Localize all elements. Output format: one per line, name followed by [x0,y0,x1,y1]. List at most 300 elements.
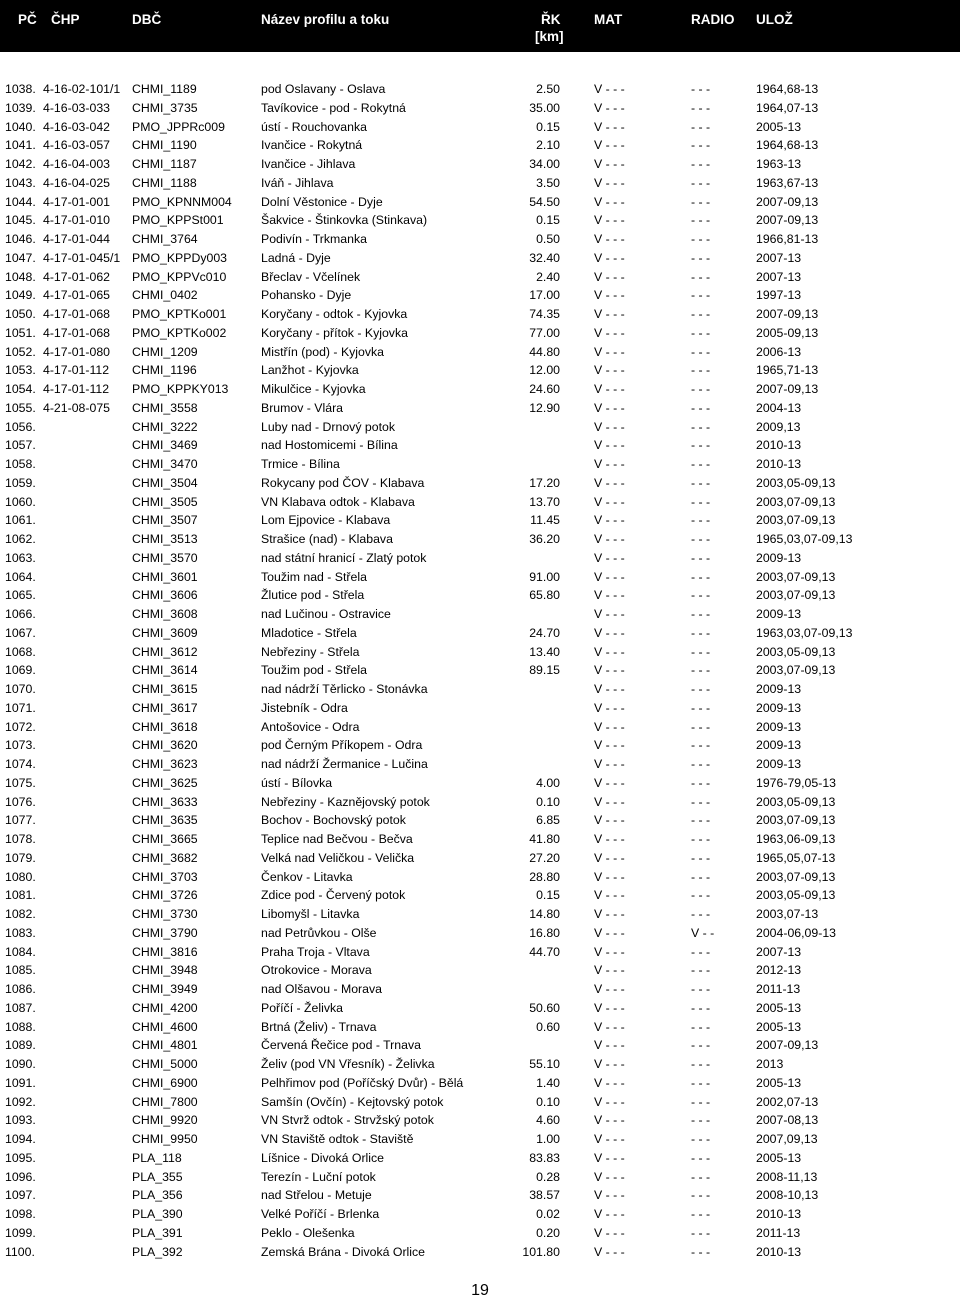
table-row [0,418,960,437]
cell-chp: 4-17-01-112 [43,363,110,378]
cell-mat: V - - - [594,119,625,134]
cell-nazev: nad Střelou - Metuje [261,1188,372,1203]
cell-rk: 41.80 [529,832,560,846]
cell-pc: 1081. [5,888,36,903]
cell-rk: 14.80 [529,907,560,921]
cell-rk: 74.35 [529,307,560,321]
cell-dbc: CHMI_3606 [132,588,198,603]
cell-nazev: ústí - Bílovka [261,775,333,790]
cell-pc: 1047. [5,250,36,265]
cell-mat: V - - - [594,944,625,959]
table-row [0,868,960,887]
cell-mat: V - - - [594,1057,625,1071]
cell-mat: V - - - [594,138,625,153]
cell-uloz: 1965,05,07-13 [756,850,836,865]
cell-mat: V - - - [594,1075,625,1090]
cell-dbc: CHMI_3948 [132,963,198,978]
cell-mat: V - - - [594,1169,625,1184]
cell-radio: - - - [691,963,711,978]
cell-nazev: Lom Ejpovice - Klabava [261,513,391,528]
cell-rk: 2.40 [536,269,560,284]
cell-pc: 1071. [5,700,36,715]
cell-uloz: 1964,68-13 [756,138,819,153]
table-row [0,943,960,962]
header-rk-unit: [km] [535,29,564,44]
cell-radio: - - - [691,982,711,996]
cell-mat: V - - - [594,1000,625,1015]
cell-radio: - - - [691,138,711,153]
cell-dbc: PMO_JPPRc009 [132,119,225,134]
table-row [0,905,960,924]
cell-dbc: CHMI_3633 [132,794,198,809]
cell-radio: - - - [691,832,711,846]
table-row [0,568,960,587]
cell-radio: - - - [691,1225,711,1240]
cell-uloz: 2005-13 [756,119,802,134]
table-body [0,80,960,1261]
cell-radio: - - - [691,1244,711,1259]
table-row [0,774,960,793]
cell-chp: 4-16-04-025 [43,175,110,190]
cell-nazev: Otrokovice - Morava [261,963,372,978]
cell-pc: 1042. [5,157,36,171]
cell-uloz: 2007-09,13 [756,382,819,396]
cell-chp: 4-21-08-075 [43,400,110,415]
cell-mat: V - - - [594,232,625,246]
table-row [0,961,960,980]
cell-nazev: Ivančice - Jihlava [261,157,356,171]
cell-pc: 1074. [5,757,36,771]
table-row [0,136,960,155]
cell-nazev: Nebřeziny - Střela [261,644,360,659]
table-row [0,305,960,324]
cell-mat: V - - - [594,250,625,265]
cell-radio: - - - [691,119,711,134]
cell-dbc: PLA_118 [132,1150,182,1165]
cell-nazev: pod Černým Příkopem - Odra [261,738,423,753]
cell-uloz: 1964,68-13 [756,82,819,96]
cell-nazev: Nebřeziny - Kaznějovský potok [261,794,430,809]
cell-radio: - - - [691,325,711,340]
cell-nazev: Želiv (pod VN Vřesník) - Želivka [261,1057,435,1071]
cell-pc: 1096. [5,1169,36,1184]
header-mat: MAT [594,12,623,27]
cell-mat: V - - - [594,532,625,546]
cell-mat: V - - - [594,475,625,490]
cell-nazev: Ladná - Dyje [261,250,331,265]
table-row [0,886,960,905]
cell-dbc: CHMI_3620 [132,738,198,753]
cell-dbc: CHMI_3682 [132,850,198,865]
table-row [0,1111,960,1130]
cell-radio: - - - [691,588,711,603]
cell-radio: - - - [691,475,711,490]
cell-chp: 4-17-01-112 [43,382,110,396]
cell-pc: 1076. [5,794,36,809]
cell-nazev: Toužim pod - Střela [261,663,367,678]
cell-uloz: 1964,07-13 [756,100,819,115]
cell-rk: 44.70 [529,944,560,959]
cell-dbc: PLA_355 [132,1169,183,1184]
cell-radio: - - - [691,157,711,171]
cell-uloz: 2003,07-09,13 [756,813,836,828]
cell-nazev: nad Olšavou - Morava [261,982,382,996]
cell-uloz: 2007-13 [756,944,802,959]
cell-uloz: 2009-13 [756,607,802,621]
cell-rk: 6.85 [536,813,560,828]
cell-nazev: Trmice - Bílina [261,457,340,471]
cell-radio: - - - [691,457,711,471]
cell-radio: - - - [691,757,711,771]
cell-uloz: 2004-06,09-13 [756,925,836,940]
cell-radio: - - - [691,569,711,584]
cell-dbc: PMO_KPPSt001 [132,213,224,228]
cell-nazev: Mladotice - Střela [261,625,357,640]
cell-dbc: CHMI_3735 [132,100,198,115]
table-row [0,736,960,755]
cell-uloz: 2007-09,13 [756,194,819,209]
cell-radio: - - - [691,1188,711,1203]
cell-mat: V - - - [594,1113,625,1128]
cell-rk: 0.15 [536,213,560,228]
cell-rk: 0.28 [536,1169,560,1184]
cell-dbc: CHMI_3570 [132,550,198,565]
cell-mat: V - - - [594,738,625,753]
cell-uloz: 2007-13 [756,269,802,284]
cell-nazev: Koryčany - odtok - Kyjovka [261,307,408,321]
cell-mat: V - - - [594,550,625,565]
cell-mat: V - - - [594,363,625,378]
cell-pc: 1045. [5,213,36,228]
cell-dbc: CHMI_3726 [132,888,198,903]
cell-mat: V - - - [594,963,625,978]
cell-pc: 1050. [5,307,36,321]
table-row [0,643,960,662]
cell-uloz: 2003,05-09,13 [756,644,836,659]
cell-dbc: CHMI_3730 [132,907,198,921]
cell-rk: 17.20 [529,475,560,490]
cell-dbc: CHMI_3764 [132,232,198,246]
cell-nazev: Libomyšl - Litavka [261,907,360,921]
cell-uloz: 2003,07-09,13 [756,663,836,678]
cell-pc: 1065. [5,588,36,603]
cell-mat: V - - - [594,888,625,903]
cell-pc: 1070. [5,682,36,696]
header-pc: PČ [18,12,37,27]
cell-pc: 1093. [5,1113,36,1128]
cell-uloz: 2005-13 [756,1000,802,1015]
header-nazev: Název profilu a toku [261,12,390,27]
cell-pc: 1044. [5,194,36,209]
cell-uloz: 1963,03,07-09,13 [756,625,853,640]
cell-pc: 1062. [5,532,36,546]
table-row [0,380,960,399]
table-row [0,924,960,943]
cell-dbc: CHMI_4600 [132,1019,198,1034]
table-row [0,1168,960,1187]
cell-uloz: 2005-09,13 [756,325,819,340]
cell-dbc: PMO_KPNNM004 [132,194,232,209]
cell-pc: 1052. [5,344,36,359]
cell-dbc: CHMI_7800 [132,1094,198,1109]
cell-pc: 1066. [5,607,36,621]
cell-dbc: PLA_390 [132,1207,183,1221]
cell-radio: - - - [691,1075,711,1090]
cell-chp: 4-17-01-062 [43,269,110,284]
table-row [0,1130,960,1149]
cell-uloz: 2003,07-09,13 [756,513,836,528]
cell-radio: - - - [691,288,711,303]
header-radio: RADIO [691,12,735,27]
cell-mat: V - - - [594,869,625,884]
cell-dbc: CHMI_1189 [132,82,197,96]
cell-pc: 1082. [5,907,36,921]
cell-radio: - - - [691,175,711,190]
cell-radio: - - - [691,1057,711,1071]
cell-rk: 0.60 [536,1019,560,1034]
cell-mat: V - - - [594,607,625,621]
cell-mat: V - - - [594,457,625,471]
cell-nazev: Dolní Věstonice - Dyje [261,194,383,209]
cell-pc: 1051. [5,325,36,340]
cell-mat: V - - - [594,213,625,228]
table-row [0,549,960,568]
cell-pc: 1054. [5,382,36,396]
cell-dbc: CHMI_3617 [132,700,198,715]
cell-uloz: 2008-10,13 [756,1188,819,1203]
cell-mat: V - - - [594,832,625,846]
table-row [0,474,960,493]
table-row [0,586,960,605]
table-row [0,1224,960,1243]
cell-nazev: ústí - Rouchovanka [261,119,367,134]
cell-radio: - - - [691,532,711,546]
table-row [0,999,960,1018]
table-row [0,249,960,268]
cell-dbc: CHMI_3601 [132,569,198,584]
cell-uloz: 2009-13 [756,550,802,565]
cell-uloz: 2005-13 [756,1150,802,1165]
cell-uloz: 2005-13 [756,1075,802,1090]
cell-pc: 1067. [5,625,36,640]
cell-radio: - - - [691,1000,711,1015]
cell-uloz: 1963,06-09,13 [756,832,836,846]
cell-uloz: 2012-13 [756,963,802,978]
cell-nazev: Čenkov - Litavka [261,869,353,884]
cell-rk: 101.80 [522,1244,560,1259]
cell-mat: V - - - [594,438,625,453]
cell-rk: 11.45 [530,513,560,528]
cell-rk: 12.00 [529,363,560,378]
cell-mat: V - - - [594,925,625,940]
table-row [0,399,960,418]
cell-uloz: 2010-13 [756,457,802,471]
cell-nazev: Rokycany pod ČOV - Klabava [261,475,425,490]
cell-chp: 4-16-04-003 [43,157,110,171]
cell-rk: 0.15 [536,888,560,903]
cell-uloz: 2009,13 [756,419,801,434]
table-row [0,605,960,624]
cell-rk: 36.20 [529,532,560,546]
cell-nazev: Červená Řečice pod - Trnava [261,1038,421,1053]
cell-uloz: 2006-13 [756,344,802,359]
cell-mat: V - - - [594,682,625,696]
table-row [0,286,960,305]
table-row [0,155,960,174]
cell-nazev: Břeclav - Včelínek [261,269,361,284]
cell-rk: 32.40 [529,250,560,265]
cell-uloz: 2003,07-09,13 [756,588,836,603]
cell-radio: - - - [691,719,711,734]
cell-chp: 4-16-02-101/1 [43,82,121,96]
table-row [0,980,960,999]
cell-dbc: PMO_KPTKo001 [132,307,227,321]
header-chp: ČHP [51,12,80,27]
cell-mat: V - - - [594,100,625,115]
cell-mat: V - - - [594,269,625,284]
cell-uloz: 2003,07-13 [756,907,819,921]
header-dbc: DBČ [132,12,162,27]
cell-dbc: CHMI_3703 [132,869,198,884]
cell-radio: - - - [691,363,711,378]
cell-radio: - - - [691,213,711,228]
cell-rk: 54.50 [529,194,560,209]
cell-pc: 1080. [5,869,36,884]
cell-mat: V - - - [594,850,625,865]
cell-rk: 0.10 [536,794,560,809]
cell-radio: - - - [691,307,711,321]
cell-uloz: 2011-13 [756,982,801,996]
cell-radio: - - - [691,682,711,696]
cell-dbc: CHMI_3635 [132,813,198,828]
cell-mat: V - - - [594,644,625,659]
cell-nazev: nad Petrůvkou - Olše [261,925,377,940]
cell-uloz: 2003,07-09,13 [756,569,836,584]
cell-pc: 1041. [5,138,36,153]
table-row [0,436,960,455]
cell-pc: 1043. [5,175,36,190]
cell-rk: 55.10 [529,1057,560,1071]
cell-nazev: Teplice nad Bečvou - Bečva [261,832,413,846]
cell-pc: 1075. [5,775,36,790]
table-row [0,230,960,249]
cell-nazev: Poříčí - Želivka [261,1000,343,1015]
cell-radio: - - - [691,400,711,415]
cell-dbc: PMO_KPPVc010 [132,269,227,284]
cell-mat: V - - - [594,82,625,96]
cell-nazev: Tavíkovice - pod - Rokytná [261,100,406,115]
cell-nazev: Jistebník - Odra [261,700,348,715]
cell-pc: 1053. [5,363,36,378]
cell-rk: 50.60 [529,1000,560,1015]
cell-nazev: Antošovice - Odra [261,719,360,734]
table-row [0,99,960,118]
table-row [0,361,960,380]
cell-rk: 44.80 [529,344,560,359]
cell-dbc: PMO_KPPKY013 [132,382,229,396]
cell-mat: V - - - [594,1150,625,1165]
cell-radio: - - - [691,232,711,246]
cell-pc: 1038. [5,82,36,96]
cell-pc: 1046. [5,232,36,246]
table-row [0,624,960,643]
cell-mat: V - - - [594,569,625,584]
cell-rk: 0.50 [536,232,560,246]
cell-chp: 4-16-03-057 [43,138,110,153]
cell-nazev: VN Klabava odtok - Klabava [261,494,415,509]
cell-pc: 1064. [5,569,36,584]
header-rk: ŘK [541,12,561,27]
table-row [0,193,960,212]
cell-radio: - - - [691,344,711,359]
cell-uloz: 2005-13 [756,1019,802,1034]
cell-mat: V - - - [594,794,625,809]
cell-nazev: nad státní hranicí - Zlatý potok [261,550,427,565]
cell-rk: 2.50 [536,82,560,96]
cell-radio: - - - [691,869,711,884]
cell-radio: - - - [691,82,711,96]
cell-uloz: 2003,07-09,13 [756,494,836,509]
cell-uloz: 1965,71-13 [756,363,819,378]
cell-pc: 1098. [5,1207,36,1221]
cell-dbc: PMO_KPTKo002 [132,325,227,340]
cell-radio: - - - [691,494,711,509]
cell-dbc: CHMI_3623 [132,757,198,771]
page-number: 19 [471,1282,489,1299]
cell-pc: 1095. [5,1150,36,1165]
table-row [0,343,960,362]
cell-mat: V - - - [594,757,625,771]
cell-mat: V - - - [594,625,625,640]
cell-rk: 24.70 [529,625,560,640]
cell-pc: 1059. [5,475,36,490]
cell-dbc: CHMI_3558 [132,400,198,415]
cell-nazev: Koryčany - přítok - Kyjovka [261,325,408,340]
cell-rk: 91.00 [529,569,560,584]
cell-dbc: CHMI_4801 [132,1038,198,1053]
cell-dbc: CHMI_3504 [132,475,198,490]
cell-dbc: CHMI_1196 [132,363,197,378]
cell-mat: V - - - [594,307,625,321]
cell-radio: - - - [691,850,711,865]
cell-nazev: Pohansko - Dyje [261,288,352,303]
cell-nazev: VN Staviště odtok - Staviště [261,1132,414,1146]
cell-radio: - - - [691,100,711,115]
cell-nazev: nad Lučinou - Ostravice [261,607,391,621]
cell-chp: 4-17-01-068 [43,325,110,340]
cell-radio: - - - [691,1132,711,1146]
cell-mat: V - - - [594,400,625,415]
cell-rk: 13.40 [529,644,560,659]
cell-pc: 1055. [5,400,36,415]
cell-pc: 1084. [5,944,36,959]
cell-radio: - - - [691,944,711,959]
cell-dbc: PLA_392 [132,1244,183,1259]
cell-dbc: CHMI_1209 [132,344,198,359]
cell-uloz: 1966,81-13 [756,232,819,246]
table-row [0,680,960,699]
cell-dbc: CHMI_5000 [132,1057,198,1071]
cell-nazev: Pelhřimov pod (Poříčský Dvůr) - Bělá [261,1075,464,1090]
cell-radio: - - - [691,550,711,565]
cell-rk: 89.15 [529,663,560,678]
cell-radio: - - - [691,1038,711,1053]
cell-radio: - - - [691,813,711,828]
cell-nazev: Podivín - Trkmanka [261,232,367,246]
cell-uloz: 2007-09,13 [756,1038,819,1053]
cell-dbc: PLA_391 [132,1225,183,1240]
cell-mat: V - - - [594,194,625,209]
